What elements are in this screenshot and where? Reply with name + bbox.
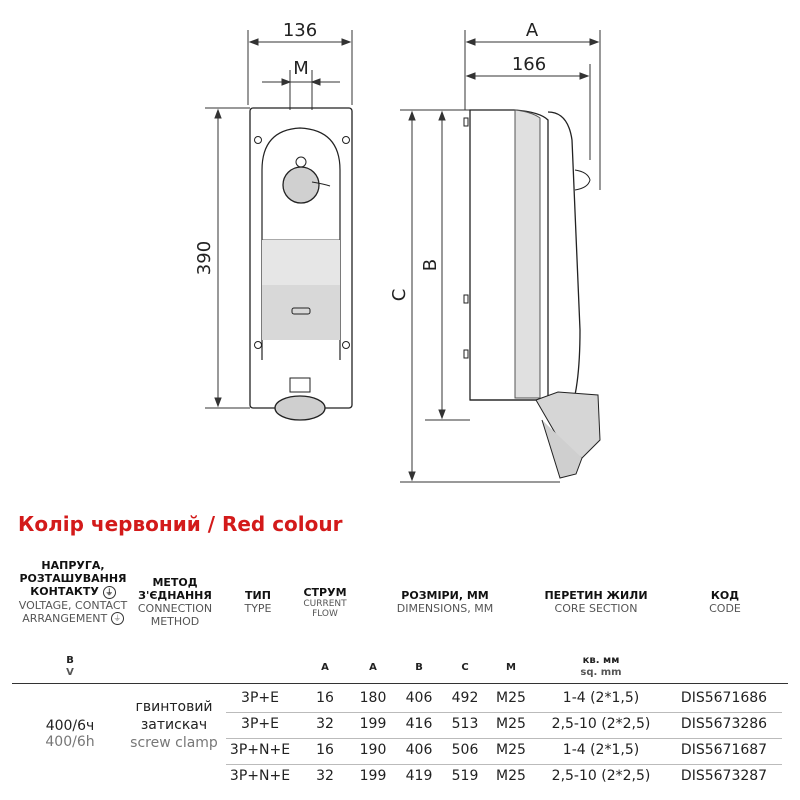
header-dimensions-ua: РОЗМІРИ, ММ xyxy=(401,589,489,602)
cell-c: 513 xyxy=(451,716,479,732)
cell-core: 2,5-10 (2*2,5) xyxy=(551,716,651,732)
dim-m-label: M xyxy=(293,58,309,79)
voltage-value-en: 400/6h xyxy=(45,734,95,750)
row-separator xyxy=(226,764,782,765)
header-current-ua: СТРУМ xyxy=(303,586,347,599)
cell-m: M25 xyxy=(496,690,526,706)
dim-width-label: 136 xyxy=(282,20,318,41)
cell-m: M25 xyxy=(496,716,526,732)
header-voltage-ua: НАПРУГА, РОЗТАШУВАННЯ КОНТАКТУ ⏚ xyxy=(19,559,127,598)
cell-a: 199 xyxy=(359,768,387,784)
earth-symbol-icon: ⏚ xyxy=(111,612,124,625)
cell-a: 180 xyxy=(359,690,387,706)
dim-b-label: B xyxy=(420,258,441,272)
cell-type: 3P+E xyxy=(241,690,279,706)
dim-c-label: C xyxy=(389,288,410,302)
cell-type: 3P+E xyxy=(241,716,279,732)
cell-code: DIS5671687 xyxy=(680,742,768,758)
unit-volt-en: V xyxy=(66,667,74,678)
row-separator xyxy=(226,738,782,739)
dim-a-label: A xyxy=(525,20,539,41)
cell-b: 419 xyxy=(405,768,433,784)
header-dimensions-en: DIMENSIONS, MM xyxy=(396,602,494,615)
method-value-en: screw clamp xyxy=(130,735,218,751)
voltage-value-ua: 400/6ч xyxy=(45,718,95,734)
cell-code: DIS5673287 xyxy=(680,768,768,784)
cell-current: 32 xyxy=(316,716,334,732)
dim-166-label: 166 xyxy=(511,54,547,75)
cell-b: 416 xyxy=(405,716,433,732)
header-type-en: TYPE xyxy=(244,602,272,615)
header-core-en: CORE SECTION xyxy=(554,602,638,615)
header-current-en: CURRENT FLOW xyxy=(303,599,347,619)
cell-core: 1-4 (2*1,5) xyxy=(562,742,640,758)
cell-current: 32 xyxy=(316,768,334,784)
cell-c: 506 xyxy=(451,742,479,758)
cell-m: M25 xyxy=(496,768,526,784)
header-method-en: CONNECTION METHOD xyxy=(137,602,213,628)
header-code-en: CODE xyxy=(709,602,741,615)
cell-c: 519 xyxy=(451,768,479,784)
header-divider xyxy=(12,683,788,684)
cell-core: 1-4 (2*1,5) xyxy=(562,690,640,706)
unit-core-en: sq. mm xyxy=(580,667,622,678)
cell-a: 199 xyxy=(359,716,387,732)
header-dimensions xyxy=(370,589,520,615)
unit-volt: В xyxy=(66,655,74,666)
row-separator xyxy=(226,712,782,713)
header-voltage-en: VOLTAGE, CONTACT ARRANGEMENT ⏚ xyxy=(18,598,128,625)
unit-c: C xyxy=(461,662,469,673)
header-voltage xyxy=(12,559,134,625)
header-code xyxy=(670,589,780,615)
header-type xyxy=(228,589,288,615)
method-value-ua: гвинтовий затискач xyxy=(135,699,213,733)
cell-code: DIS5671686 xyxy=(680,690,768,706)
earth-symbol-icon: ⏚ xyxy=(103,586,116,599)
unit-a: A xyxy=(369,662,377,673)
cell-core: 2,5-10 (2*2,5) xyxy=(551,768,651,784)
header-current xyxy=(292,586,358,619)
header-type-ua: ТИП xyxy=(245,589,271,602)
unit-current: A xyxy=(321,662,329,673)
header-code-ua: КОД xyxy=(710,589,740,602)
unit-core: кв. мм xyxy=(582,655,620,666)
cell-type: 3P+N+E xyxy=(229,768,291,784)
header-method-ua: МЕТОД З'ЄДНАННЯ xyxy=(138,576,212,602)
method-value xyxy=(124,698,224,752)
cell-b: 406 xyxy=(405,690,433,706)
header-method xyxy=(130,576,220,628)
header-core xyxy=(526,589,666,615)
cell-current: 16 xyxy=(316,690,334,706)
unit-m: M xyxy=(506,662,516,673)
section-title: Колір червоний / Red colour xyxy=(18,512,343,536)
cell-type: 3P+N+E xyxy=(229,742,291,758)
voltage-value xyxy=(30,718,110,750)
cell-code: DIS5673286 xyxy=(680,716,768,732)
dim-height-label: 390 xyxy=(194,240,215,276)
header-core-ua: ПЕРЕТИН ЖИЛИ xyxy=(544,589,648,602)
cell-c: 492 xyxy=(451,690,479,706)
cell-m: M25 xyxy=(496,742,526,758)
unit-b: B xyxy=(415,662,423,673)
cell-a: 190 xyxy=(359,742,387,758)
cell-current: 16 xyxy=(316,742,334,758)
cell-b: 406 xyxy=(405,742,433,758)
